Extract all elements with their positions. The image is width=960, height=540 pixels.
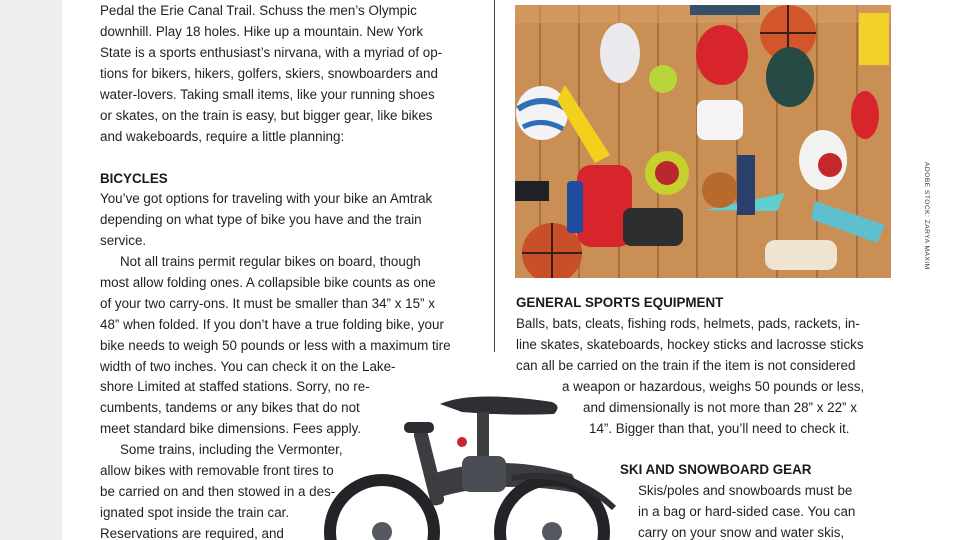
folding-bike-photo <box>312 382 652 540</box>
body-line: most allow folding ones. A collapsible bike counts as one <box>100 275 436 290</box>
intro-line: Pedal the Erie Canal Trail. Schuss the men’s Olympic <box>100 3 417 18</box>
body-line: can all be carried on the train if the item is not considered <box>516 358 856 373</box>
body-line: meet standard bike dimensions. Fees apply. <box>100 421 362 436</box>
body-line: service. <box>100 233 147 248</box>
intro-line: tions for bikers, hikers, golfers, skiers, snowboarders and <box>100 66 438 81</box>
body-line: and dimensionally is not more than 28” x 22” x <box>583 400 857 415</box>
body-line: allow bikes with removable front tires to <box>100 463 334 478</box>
body-line: width of two inches. You can check it on the Lake- <box>100 359 396 374</box>
body-line: in a bag or hard-sided case. You can <box>638 504 856 519</box>
section-heading-bicycles: BICYCLES <box>100 171 168 186</box>
body-line: cumbents, tandems or any bikes that do not <box>100 400 360 415</box>
page-edge-shadow <box>0 0 62 540</box>
intro-line: State is a sports enthusiast’s nirvana, with a myriad of op- <box>100 45 443 60</box>
body-line: Some trains, including the Vermonter, <box>120 442 343 457</box>
intro-line: or skates, on the train is easy, but bigger gear, like bikes <box>100 108 433 123</box>
body-line: carry on your snow and water skis, <box>638 525 845 540</box>
body-line: Reservations are required, and <box>100 526 284 540</box>
intro-line: downhill. Play 18 holes. Hike up a mountain. New York <box>100 24 424 39</box>
section-heading-ski: SKI AND SNOWBOARD GEAR <box>620 462 812 477</box>
body-line: shore Limited at staffed stations. Sorry, no re- <box>100 379 370 394</box>
intro-line: water-lovers. Taking small items, like your running shoes <box>100 87 435 102</box>
body-line: ignated spot inside the train car. <box>100 505 290 520</box>
intro-line: and wakeboards, require a little planning: <box>100 129 345 144</box>
body-line: 14”. Bigger than that, you’ll need to check it. <box>589 421 850 436</box>
body-line: bike needs to weigh 50 pounds or less with a maximum tire <box>100 338 451 353</box>
body-line: a weapon or hazardous, weighs 50 pounds or less, <box>562 379 865 394</box>
column-divider <box>494 0 495 352</box>
photo-credit: ADOBE STOCK: ZARYA MAXIM <box>923 162 930 270</box>
body-line: 48” when folded. If you don’t have a true folding bike, your <box>100 317 444 332</box>
body-line: You’ve got options for traveling with your bike an Amtrak <box>100 191 433 206</box>
body-line: Balls, bats, cleats, fishing rods, helmets, pads, rackets, in- <box>516 316 860 331</box>
body-line: of your two carry-ons. It must be smaller than 34” x 15” x <box>100 296 435 311</box>
body-line: depending on what type of bike you have and the train <box>100 212 422 227</box>
body-line: line skates, skateboards, hockey sticks and lacrosse sticks <box>516 337 864 352</box>
body-line: be carried on and then stowed in a des- <box>100 484 336 499</box>
sports-equipment-photo <box>515 5 891 278</box>
section-heading-general: GENERAL SPORTS EQUIPMENT <box>516 295 724 310</box>
body-line: Not all trains permit regular bikes on board, though <box>120 254 421 269</box>
body-line: Skis/poles and snowboards must be <box>638 483 853 498</box>
